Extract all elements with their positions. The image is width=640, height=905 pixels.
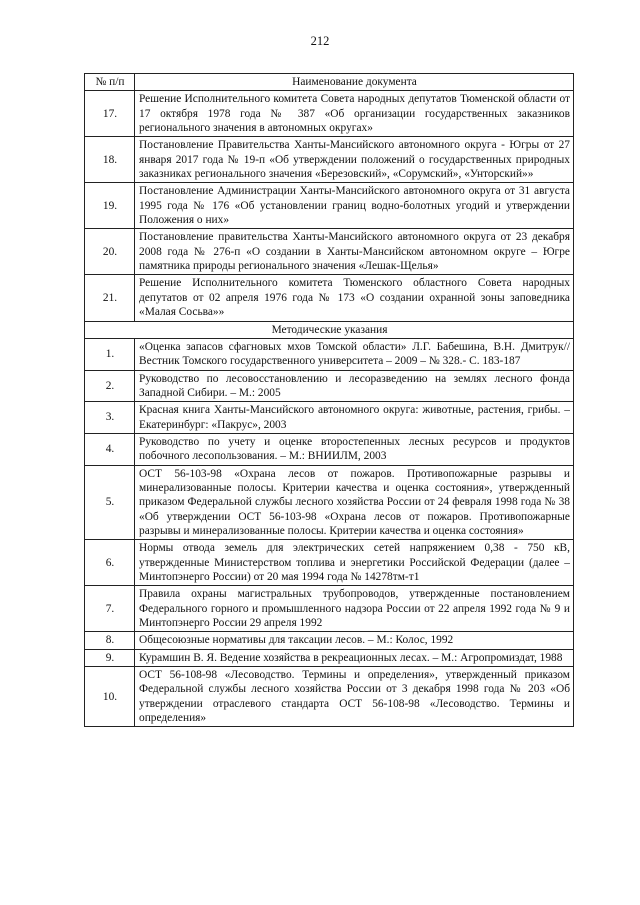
- table-row: [85, 402, 574, 434]
- document-title: Постановление правительства Ханты-Мансийского автономного округа от 23 декабря 2008 года № 276-п «О создании в Ханты-Мансийском автономном округе – Югре памятника природы регионального значения «Лешак-Щелья»: [135, 229, 574, 275]
- table-row: [85, 91, 574, 137]
- table-row: [85, 183, 574, 229]
- document-title: Руководство по лесовосстановлению и лесоразведению на землях лесного фонда Западной Сибири. – М.: 2005: [135, 370, 574, 402]
- page-number: 212: [310, 34, 330, 48]
- guidelines-rows: [85, 338, 574, 727]
- table-row: [85, 632, 574, 649]
- document-title: Постановление Правительства Ханты-Мансийского автономного округа - Югры от 27 января 2017 года № 19-п «Об утверждении положений о государственных природных заказниках регионального значения «Березовский», «Сорумский», «Унторский»»: [135, 137, 574, 183]
- row-number: 8.: [85, 632, 135, 649]
- document-title: ОСТ 56-103-98 «Охрана лесов от пожаров. Противопожарные разрывы и минерализованные полосы. Критерии качества и оценка состояния», утвержденный приказом Федеральной службы лесного хозяйства России от 24 февраля 1998 года № 38 «Об утверждении ОСТ 56-103-98 «Охрана лесов от пожаров. Противопожарные разрывы и минерализованные полосы. Критерии качества и оценка состояния»: [135, 465, 574, 540]
- section-title: Методические указания: [85, 321, 574, 338]
- document-title: Курамшин В. Я. Ведение хозяйства в рекреационных лесах. – М.: Агропромиздат, 1988: [135, 649, 574, 666]
- document-title: «Оценка запасов сфагновых мхов Томской области» Л.Г. Бабешина, В.Н. Дмитрук// Вестник Томского государственного университета – 2009 – № 328.- С. 183-187: [135, 338, 574, 370]
- row-number: 6.: [85, 540, 135, 586]
- header-document-name: Наименование документа: [135, 74, 574, 91]
- table-row: [85, 229, 574, 275]
- document-title: Правила охраны магистральных трубопроводов, утвержденные постановлением Федерального горного и промышленного надзора России от 22 апреля 1992 года № 9 и Минтопэнерго России 29 апреля 1992: [135, 586, 574, 632]
- table-row: [85, 370, 574, 402]
- document-title: Руководство по учету и оценке второстепенных лесных ресурсов и продуктов побочного лесопользования. – М.: ВНИИЛМ, 2003: [135, 433, 574, 465]
- table-row: [85, 338, 574, 370]
- section-row: [85, 321, 574, 338]
- documents-table: [84, 73, 574, 727]
- document-title: ОСТ 56-108-98 «Лесоводство. Термины и определения», утвержденный приказом Федеральной службы лесного хозяйства России от 3 декабря 1998 года № 203 «Об утверждении отраслевого стандарта ОСТ 56-108-98 «Лесоводство. Термины и определения»: [135, 667, 574, 727]
- document-title: Решение Исполнительного комитета Совета народных депутатов Тюменской области от 17 октября 1978 года № 387 «Об организации государственных заказников регионального значения в автономных округах»: [135, 91, 574, 137]
- row-number: 7.: [85, 586, 135, 632]
- table-row: [85, 465, 574, 540]
- row-number: 3.: [85, 402, 135, 434]
- row-number: 2.: [85, 370, 135, 402]
- row-number: 18.: [85, 137, 135, 183]
- table-row: [85, 586, 574, 632]
- document-title: Красная книга Ханты-Мансийского автономного округа: животные, растения, грибы. – Екатеринбург: «Пакрус», 2003: [135, 402, 574, 434]
- row-number: 5.: [85, 465, 135, 540]
- document-title: Решение Исполнительного комитета Тюменского областного Совета народных депутатов от 02 апреля 1976 года № 173 «О создании охранной зоны заповедника «Малая Сосьва»»: [135, 275, 574, 321]
- table-header-row: [85, 74, 574, 91]
- table-row: [85, 137, 574, 183]
- table-row: [85, 667, 574, 727]
- row-number: 4.: [85, 433, 135, 465]
- document-title: Постановление Администрации Ханты-Мансийского автономного округа от 31 августа 1995 года № 176 «Об установлении границ водно-болотных угодий и утверждении Положения о них»: [135, 183, 574, 229]
- row-number: 1.: [85, 338, 135, 370]
- row-number: 10.: [85, 667, 135, 727]
- document-title: Общесоюзные нормативы для таксации лесов. – М.: Колос, 1992: [135, 632, 574, 649]
- document-title: Нормы отвода земель для электрических сетей напряжением 0,38 - 750 кВ, утвержденные Министерством топлива и энергетики Российской Федерации (далее – Минтопэнерго России) от 20 мая 1994 года № 14278тм-т1: [135, 540, 574, 586]
- table-row: [85, 649, 574, 666]
- row-number: 17.: [85, 91, 135, 137]
- row-number: 20.: [85, 229, 135, 275]
- header-number: № п/п: [85, 74, 135, 91]
- regulations-rows: [85, 91, 574, 321]
- row-number: 9.: [85, 649, 135, 666]
- table-row: [85, 275, 574, 321]
- row-number: 21.: [85, 275, 135, 321]
- table-row: [85, 540, 574, 586]
- table-row: [85, 433, 574, 465]
- row-number: 19.: [85, 183, 135, 229]
